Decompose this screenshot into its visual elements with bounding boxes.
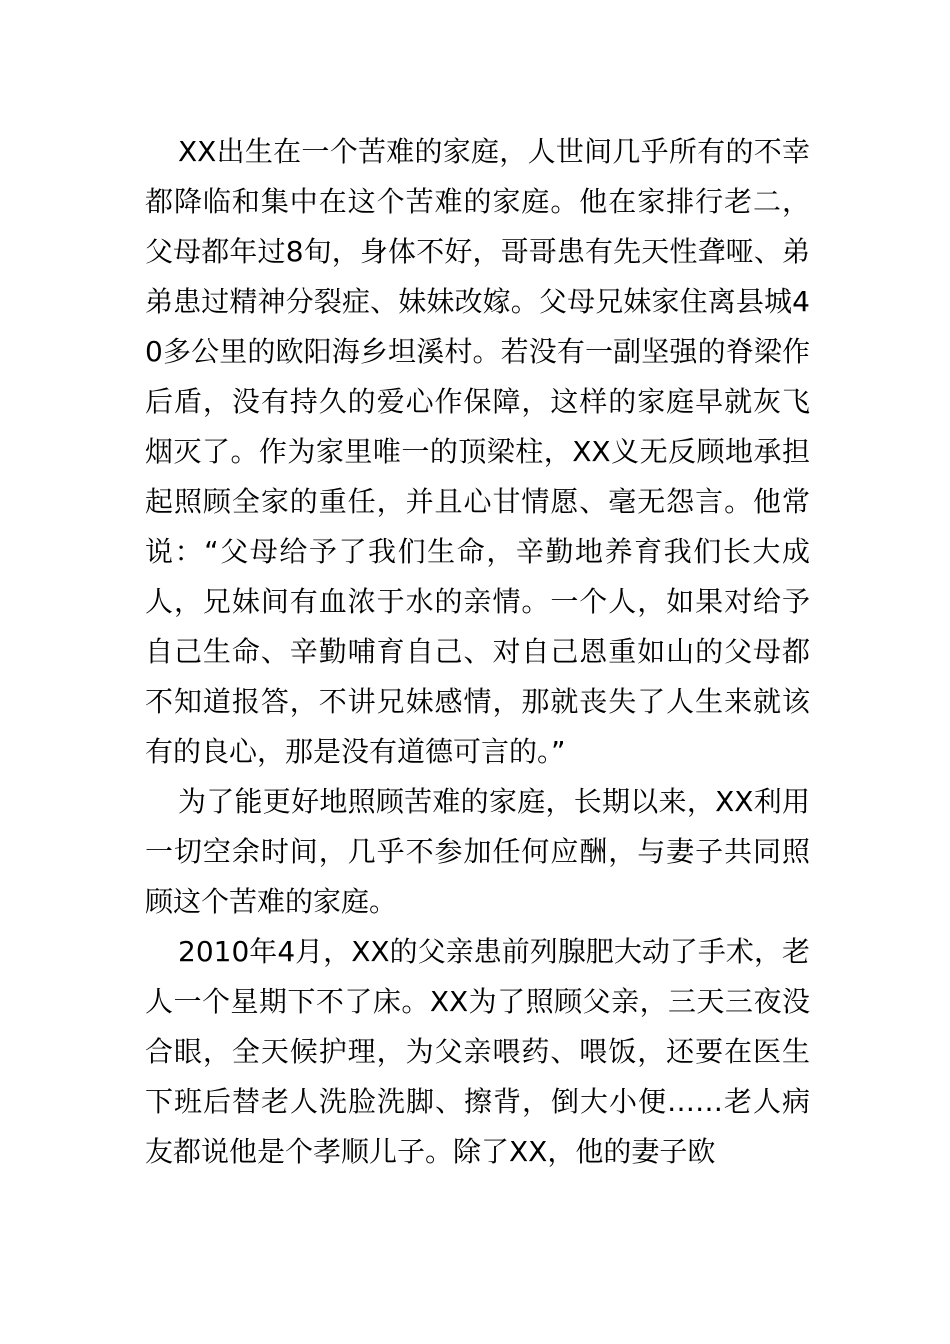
- document-body: [145, 127, 810, 1177]
- paragraph-3: 2010年4月，XX的父亲患前列腺肥大动了手术，老人一个星期下不了床。XX为了照顾父亲，三天三夜没合眼，全天候护理，为父亲喂药、喂饭，还要在医生下班后替老人洗脸洗脚、擦背，倒大小便……老人病友都说他是个孝顺儿子。除了XX，他的妻子欧: [145, 935, 810, 1168]
- paragraph-1: XX出生在一个苦难的家庭，人世间几乎所有的不幸都降临和集中在这个苦难的家庭。他在家排行老二，父母都年过8旬，身体不好，哥哥患有先天性聋哑、弟弟患过精神分裂症、妹妹改嫁。父母兄妹家住离县城40多公里的欧阳海乡坦溪村。若没有一副坚强的脊梁作后盾，没有持久的爱心作保障，这样的家庭早就灰飞烟灭了。作为家里唯一的顶梁柱，XX义无反顾地承担起照顾全家的重任，并且心甘情愿、毫无怨言。他常说：“父母给予了我们生命，辛勤地养育我们长大成人，兄妹间有血浓于水的亲情。一个人，如果对给予自己生命、辛勤哺育自己、对自己恩重如山的父母都不知道报答，不讲兄妹感情，那就丧失了人生来就该有的良心，那是没有道德可言的。”: [145, 135, 810, 768]
- paragraph-2: 为了能更好地照顾苦难的家庭，长期以来，XX利用一切空余时间，几乎不参加任何应酬，与妻子共同照顾这个苦难的家庭。: [145, 785, 810, 918]
